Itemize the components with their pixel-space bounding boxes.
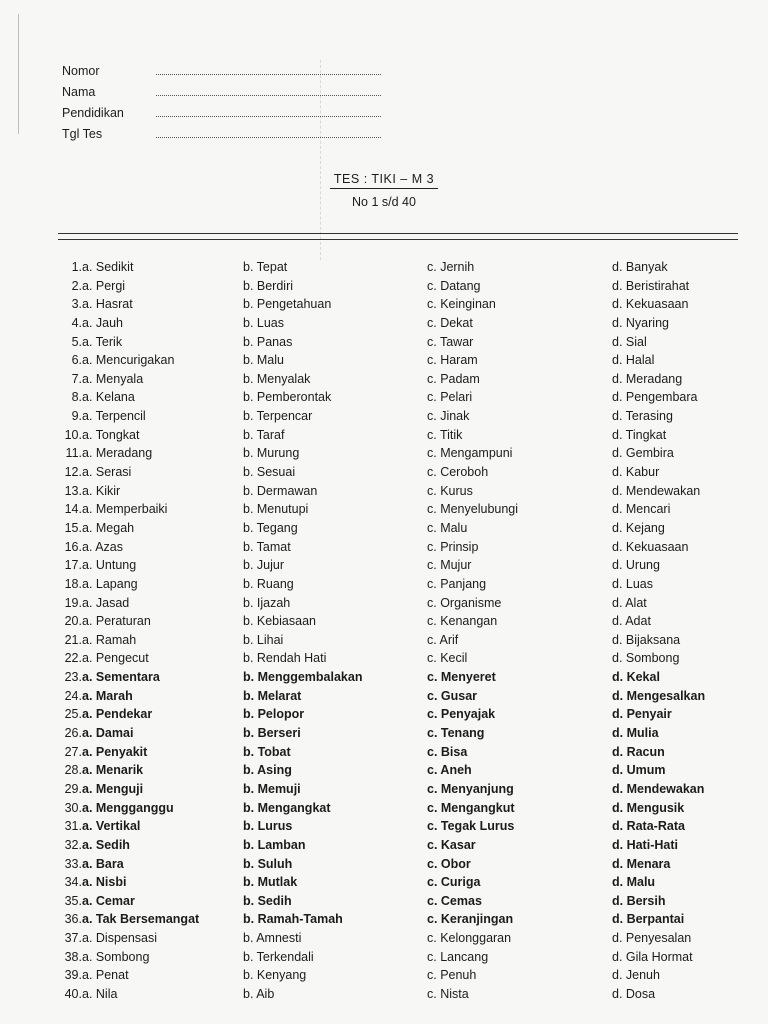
question-row <box>0 929 768 948</box>
option-a[interactable]: a. Untung <box>82 558 137 573</box>
option-d[interactable]: d. Halal <box>612 353 655 368</box>
option-b[interactable]: b. Lamban <box>243 837 306 852</box>
option-b[interactable]: b. Asing <box>243 763 292 778</box>
option-c[interactable]: c. Lancang <box>427 949 489 964</box>
option-b[interactable]: b. Terkendali <box>243 949 314 964</box>
option-d[interactable]: d. Bersih <box>612 893 666 908</box>
question-row <box>0 370 768 389</box>
option-d[interactable]: d. Gembira <box>612 446 674 461</box>
option-a[interactable]: a. Cemar <box>82 893 135 908</box>
question-row <box>0 649 768 668</box>
option-a[interactable]: a. Menguji <box>82 781 144 796</box>
question-row <box>0 855 768 874</box>
option-c[interactable]: c. Curiga <box>427 875 481 890</box>
option-d[interactable]: d. Beristirahat <box>612 278 690 293</box>
divider <box>58 233 738 234</box>
question-row <box>0 333 768 352</box>
option-d[interactable]: d. Tingkat <box>612 427 667 442</box>
option-c[interactable]: c. Malu <box>427 520 468 535</box>
field-nama <box>62 85 381 106</box>
field-tgl-tes <box>62 127 381 148</box>
option-a[interactable]: a. Penyakit <box>82 744 148 759</box>
option-a[interactable]: a. Sementara <box>82 670 160 685</box>
option-a[interactable]: a. Ramah <box>82 632 137 647</box>
option-d[interactable]: d. Adat <box>612 614 651 629</box>
question-number: 29. <box>64 781 82 796</box>
question-number: 11. <box>65 446 82 461</box>
option-c[interactable]: c. Mengangkut <box>427 800 515 815</box>
question-row <box>0 836 768 855</box>
option-d[interactable]: d. Mendewakan <box>612 483 701 498</box>
question-row <box>0 556 768 575</box>
question-number: 6. <box>71 353 82 368</box>
question-row <box>0 612 768 631</box>
option-c[interactable]: c. Ceroboh <box>427 465 489 480</box>
question-row <box>0 314 768 333</box>
option-b[interactable]: b. Melarat <box>243 688 302 703</box>
question-number: 20. <box>64 614 82 629</box>
question-number: 21. <box>64 632 82 647</box>
option-d[interactable]: d. Penyesalan <box>612 931 692 946</box>
option-d[interactable]: d. Urung <box>612 558 660 573</box>
test-range: No 1 s/d 40 <box>352 195 416 209</box>
option-b[interactable]: b. Mutlak <box>243 875 298 890</box>
option-d[interactable]: d. Mencari <box>612 502 671 517</box>
option-c[interactable]: c. Arif <box>427 632 459 647</box>
option-b[interactable]: b. Dermawan <box>243 483 318 498</box>
option-c[interactable]: c. Menyelubungi <box>427 502 519 517</box>
question-number: 23. <box>64 670 82 685</box>
option-a[interactable]: a. Kelana <box>82 390 135 405</box>
option-c[interactable]: c. Menyeret <box>427 670 496 685</box>
option-c[interactable]: c. Kecil <box>427 651 468 666</box>
test-title: TES : TIKI – M 3 <box>330 172 438 189</box>
option-b[interactable]: b. Berdiri <box>243 278 294 293</box>
question-number: 25. <box>64 707 82 722</box>
option-c[interactable]: c. Titik <box>427 427 463 442</box>
option-c[interactable]: c. Kelonggaran <box>427 931 512 946</box>
question-row <box>0 631 768 650</box>
option-b[interactable]: b. Kebiasaan <box>243 614 316 629</box>
option-d[interactable]: d. Luas <box>612 576 654 591</box>
question-number: 17. <box>64 558 82 573</box>
question-row <box>0 910 768 929</box>
question-number: 35. <box>64 893 82 908</box>
question-number: 40. <box>64 986 82 1001</box>
option-b[interactable]: b. Amnesti <box>243 931 302 946</box>
option-d[interactable]: d. Umum <box>612 763 666 778</box>
option-d[interactable]: d. Sombong <box>612 651 680 666</box>
option-d[interactable]: d. Kekuasaan <box>612 297 689 312</box>
question-row <box>0 892 768 911</box>
option-d[interactable]: d. Alat <box>612 595 647 610</box>
option-c[interactable]: c. Obor <box>427 856 471 871</box>
option-d[interactable]: d. Racun <box>612 744 665 759</box>
field-label: Nama <box>62 85 96 99</box>
option-c[interactable]: c. Padam <box>427 371 480 386</box>
question-row <box>0 817 768 836</box>
option-a[interactable]: a. Nila <box>82 986 118 1001</box>
option-b[interactable]: b. Pelopor <box>243 707 305 722</box>
option-d[interactable]: d. Pengembara <box>612 390 698 405</box>
option-c[interactable]: c. Keinginan <box>427 297 496 312</box>
field-pendidikan <box>62 106 381 127</box>
option-c[interactable]: c. Jernih <box>427 260 475 274</box>
question-number: 39. <box>64 968 82 983</box>
option-d[interactable]: d. Mengusik <box>612 800 685 815</box>
option-a[interactable]: a. Megah <box>82 520 135 535</box>
header-fields <box>62 64 381 148</box>
option-c[interactable]: c. Mengampuni <box>427 446 513 461</box>
option-a[interactable]: a. Tak Bersemangat <box>82 912 200 927</box>
option-b[interactable]: b. Tamat <box>243 539 291 554</box>
question-number: 13. <box>64 483 82 498</box>
option-d[interactable]: d. Rata-Rata <box>612 819 685 834</box>
question-number: 9. <box>71 409 82 424</box>
option-d[interactable]: d. Sial <box>612 334 647 349</box>
question-row <box>0 575 768 594</box>
field-label: Nomor <box>62 64 100 78</box>
option-d[interactable]: d. Terasing <box>612 409 673 424</box>
option-a[interactable]: a. Lapang <box>82 576 138 591</box>
option-a[interactable]: a. Serasi <box>82 465 132 480</box>
question-row <box>0 668 768 687</box>
option-b[interactable]: b. Menyalak <box>243 371 311 386</box>
option-d[interactable]: d. Gila Hormat <box>612 949 693 964</box>
option-c[interactable]: c. Bisa <box>427 744 468 759</box>
option-c[interactable]: c. Tegak Lurus <box>427 819 515 834</box>
question-row <box>0 538 768 557</box>
question-number: 7. <box>71 371 82 386</box>
option-a[interactable]: a. Sedih <box>82 837 130 852</box>
option-a[interactable]: a. Mencurigakan <box>82 353 175 368</box>
option-c[interactable]: c. Cemas <box>427 893 482 908</box>
option-b[interactable]: b. Terpencar <box>243 409 313 424</box>
margin-mark <box>18 14 19 134</box>
option-c[interactable]: c. Aneh <box>427 763 472 778</box>
field-label: Pendidikan <box>62 106 124 120</box>
option-a[interactable]: a. Menyala <box>82 371 144 386</box>
option-b[interactable]: b. Memuji <box>243 781 301 796</box>
question-number: 26. <box>64 726 82 741</box>
question-number: 24. <box>64 688 82 703</box>
question-number: 15. <box>64 520 82 535</box>
option-c[interactable]: c. Kasar <box>427 837 476 852</box>
option-c[interactable]: c. Prinsip <box>427 539 479 554</box>
option-a[interactable]: a. Nisbi <box>82 875 127 890</box>
question-row <box>0 258 768 277</box>
option-a[interactable]: a. Meradang <box>82 446 153 461</box>
test-title-block <box>0 170 768 209</box>
option-a[interactable]: a. Dispensasi <box>82 931 158 946</box>
option-b[interactable]: b. Kenyang <box>243 968 307 983</box>
option-a[interactable]: a. Hasrat <box>82 297 133 312</box>
question-number: 34. <box>64 875 82 890</box>
option-a[interactable]: a. Terik <box>82 334 123 349</box>
option-a[interactable]: a. Pendekar <box>82 707 153 722</box>
option-c[interactable]: c. Gusar <box>427 688 478 703</box>
option-d[interactable]: d. Malu <box>612 875 656 890</box>
question-row <box>0 444 768 463</box>
option-c[interactable]: c. Jinak <box>427 409 470 424</box>
question-number: 12. <box>64 465 82 480</box>
option-b[interactable]: b. Lurus <box>243 819 293 834</box>
question-number: 32. <box>64 837 82 852</box>
question-number: 30. <box>64 800 82 815</box>
option-a[interactable]: a. Sombong <box>82 949 150 964</box>
option-c[interactable]: c. Penuh <box>427 968 477 983</box>
question-row <box>0 761 768 780</box>
question-number: 16. <box>64 539 82 554</box>
option-a[interactable]: a. Peraturan <box>82 614 151 629</box>
option-a[interactable]: a. Tongkat <box>82 427 140 442</box>
option-a[interactable]: a. Vertikal <box>82 819 141 834</box>
question-row <box>0 277 768 296</box>
question-row <box>0 463 768 482</box>
option-b[interactable]: b. Berseri <box>243 726 301 741</box>
option-b[interactable]: b. Mengangkat <box>243 800 331 815</box>
option-c[interactable]: c. Mujur <box>427 558 472 573</box>
option-c[interactable]: c. Kurus <box>427 483 473 498</box>
question-row <box>0 482 768 501</box>
question-row <box>0 799 768 818</box>
question-number: 14. <box>64 502 82 517</box>
option-b[interactable]: b. Ruang <box>243 576 294 591</box>
question-row <box>0 426 768 445</box>
option-b[interactable]: b. Malu <box>243 353 284 368</box>
option-a[interactable]: a. Kikir <box>82 483 121 498</box>
option-c[interactable]: c. Nista <box>427 986 469 1001</box>
field-nomor <box>62 64 381 85</box>
option-b[interactable]: b. Lihai <box>243 632 284 647</box>
option-b[interactable]: b. Tepat <box>243 260 288 274</box>
question-row <box>0 295 768 314</box>
question-number: 38. <box>64 949 82 964</box>
question-number: 18. <box>64 576 82 591</box>
question-number: 36. <box>64 912 82 927</box>
option-a[interactable]: a. Jauh <box>82 315 124 330</box>
option-b[interactable]: b. Rendah Hati <box>243 651 327 666</box>
question-row <box>0 687 768 706</box>
option-c[interactable]: c. Organisme <box>427 595 502 610</box>
option-b[interactable]: b. Ijazah <box>243 595 291 610</box>
option-a[interactable]: a. Sedikit <box>82 260 134 274</box>
question-row <box>0 743 768 762</box>
option-c[interactable]: c. Penyajak <box>427 707 496 722</box>
option-c[interactable]: c. Haram <box>427 353 478 368</box>
option-b[interactable]: b. Tegang <box>243 520 298 535</box>
fill-line[interactable] <box>156 64 381 75</box>
option-b[interactable]: b. Sesuai <box>243 465 296 480</box>
option-d[interactable]: d. Mulia <box>612 726 659 741</box>
question-number: 27. <box>64 744 82 759</box>
option-b[interactable]: b. Taraf <box>243 427 285 442</box>
option-c[interactable]: c. Dekat <box>427 315 473 330</box>
option-a[interactable]: a. Pengecut <box>82 651 149 666</box>
option-b[interactable]: b. Pemberontak <box>243 390 332 405</box>
question-row <box>0 388 768 407</box>
option-b[interactable]: b. Suluh <box>243 856 293 871</box>
question-number: 2. <box>71 278 82 293</box>
option-d[interactable]: d. Hati-Hati <box>612 837 678 852</box>
option-d[interactable]: d. Meradang <box>612 371 683 386</box>
option-a[interactable]: a. Marah <box>82 688 133 703</box>
question-number: 5. <box>71 334 82 349</box>
option-c[interactable]: c. Tawar <box>427 334 474 349</box>
option-d[interactable]: d. Jenuh <box>612 968 660 983</box>
question-row <box>0 594 768 613</box>
option-c[interactable]: c. Menyanjung <box>427 781 514 796</box>
question-number: 1. <box>71 260 82 274</box>
option-a[interactable]: a. Mengganggu <box>82 800 174 815</box>
question-number: 4. <box>71 315 82 330</box>
option-b[interactable]: b. Sedih <box>243 893 292 908</box>
option-b[interactable]: b. Aib <box>243 986 275 1001</box>
option-a[interactable]: a. Penat <box>82 968 129 983</box>
question-row <box>0 948 768 967</box>
option-c[interactable]: c. Tenang <box>427 726 485 741</box>
option-b[interactable]: b. Jujur <box>243 558 284 573</box>
divider <box>58 239 738 240</box>
option-d[interactable]: d. Kekuasaan <box>612 539 689 554</box>
question-row <box>0 966 768 985</box>
option-d[interactable]: d. Menara <box>612 856 671 871</box>
question-number: 22. <box>64 651 82 666</box>
option-d[interactable]: d. Dosa <box>612 986 656 1001</box>
option-c[interactable]: c. Panjang <box>427 576 487 591</box>
option-b[interactable]: b. Menggembalakan <box>243 670 363 685</box>
question-number: 33. <box>64 856 82 871</box>
option-d[interactable]: d. Kejang <box>612 520 665 535</box>
option-a[interactable]: a. Jasad <box>82 595 130 610</box>
question-number: 28. <box>64 763 82 778</box>
question-number: 10. <box>64 427 82 442</box>
question-number: 3. <box>71 297 82 312</box>
option-c[interactable]: c. Keranjingan <box>427 912 514 927</box>
field-label: Tgl Tes <box>62 127 103 141</box>
option-d[interactable]: d. Kekal <box>612 670 660 685</box>
option-a[interactable]: a. Pergi <box>82 278 126 293</box>
option-b[interactable]: b. Murung <box>243 446 300 461</box>
option-d[interactable]: d. Kabur <box>612 465 660 480</box>
option-b[interactable]: b. Menutupi <box>243 502 309 517</box>
option-b[interactable]: b. Ramah-Tamah <box>243 912 343 927</box>
option-d[interactable]: d. Mendewakan <box>612 781 705 796</box>
question-row <box>0 985 768 1004</box>
option-a[interactable]: a. Azas <box>82 539 123 554</box>
option-d[interactable]: d. Banyak <box>612 260 668 274</box>
fill-line[interactable] <box>156 106 381 117</box>
question-row <box>0 873 768 892</box>
question-row <box>0 724 768 743</box>
fill-line[interactable] <box>156 127 381 138</box>
question-row <box>0 780 768 799</box>
option-d[interactable]: d. Bijaksana <box>612 632 681 647</box>
option-a[interactable]: a. Memperbaiki <box>82 502 168 517</box>
option-a[interactable]: a. Bara <box>82 856 124 871</box>
option-a[interactable]: a. Menarik <box>82 763 144 778</box>
question-number: 37. <box>64 931 82 946</box>
option-d[interactable]: d. Berpantai <box>612 912 685 927</box>
question-row <box>0 351 768 370</box>
option-b[interactable]: b. Pengetahuan <box>243 297 332 312</box>
option-b[interactable]: b. Luas <box>243 315 285 330</box>
option-a[interactable]: a. Damai <box>82 726 134 741</box>
question-number: 19. <box>64 595 82 610</box>
option-d[interactable]: d. Penyair <box>612 707 672 722</box>
fill-line[interactable] <box>156 85 381 96</box>
option-c[interactable]: c. Datang <box>427 278 481 293</box>
option-a[interactable]: a. Terpencil <box>82 409 146 424</box>
option-d[interactable]: d. Nyaring <box>612 315 669 330</box>
option-b[interactable]: b. Tobat <box>243 744 291 759</box>
option-d[interactable]: d. Mengesalkan <box>612 688 706 703</box>
question-number: 8. <box>71 390 82 405</box>
question-row <box>0 705 768 724</box>
option-b[interactable]: b. Panas <box>243 334 293 349</box>
option-c[interactable]: c. Pelari <box>427 390 473 405</box>
question-number: 31. <box>64 819 82 834</box>
question-list <box>0 258 768 1004</box>
option-c[interactable]: c. Kenangan <box>427 614 498 629</box>
question-row <box>0 407 768 426</box>
question-row <box>0 500 768 519</box>
question-row <box>0 519 768 538</box>
